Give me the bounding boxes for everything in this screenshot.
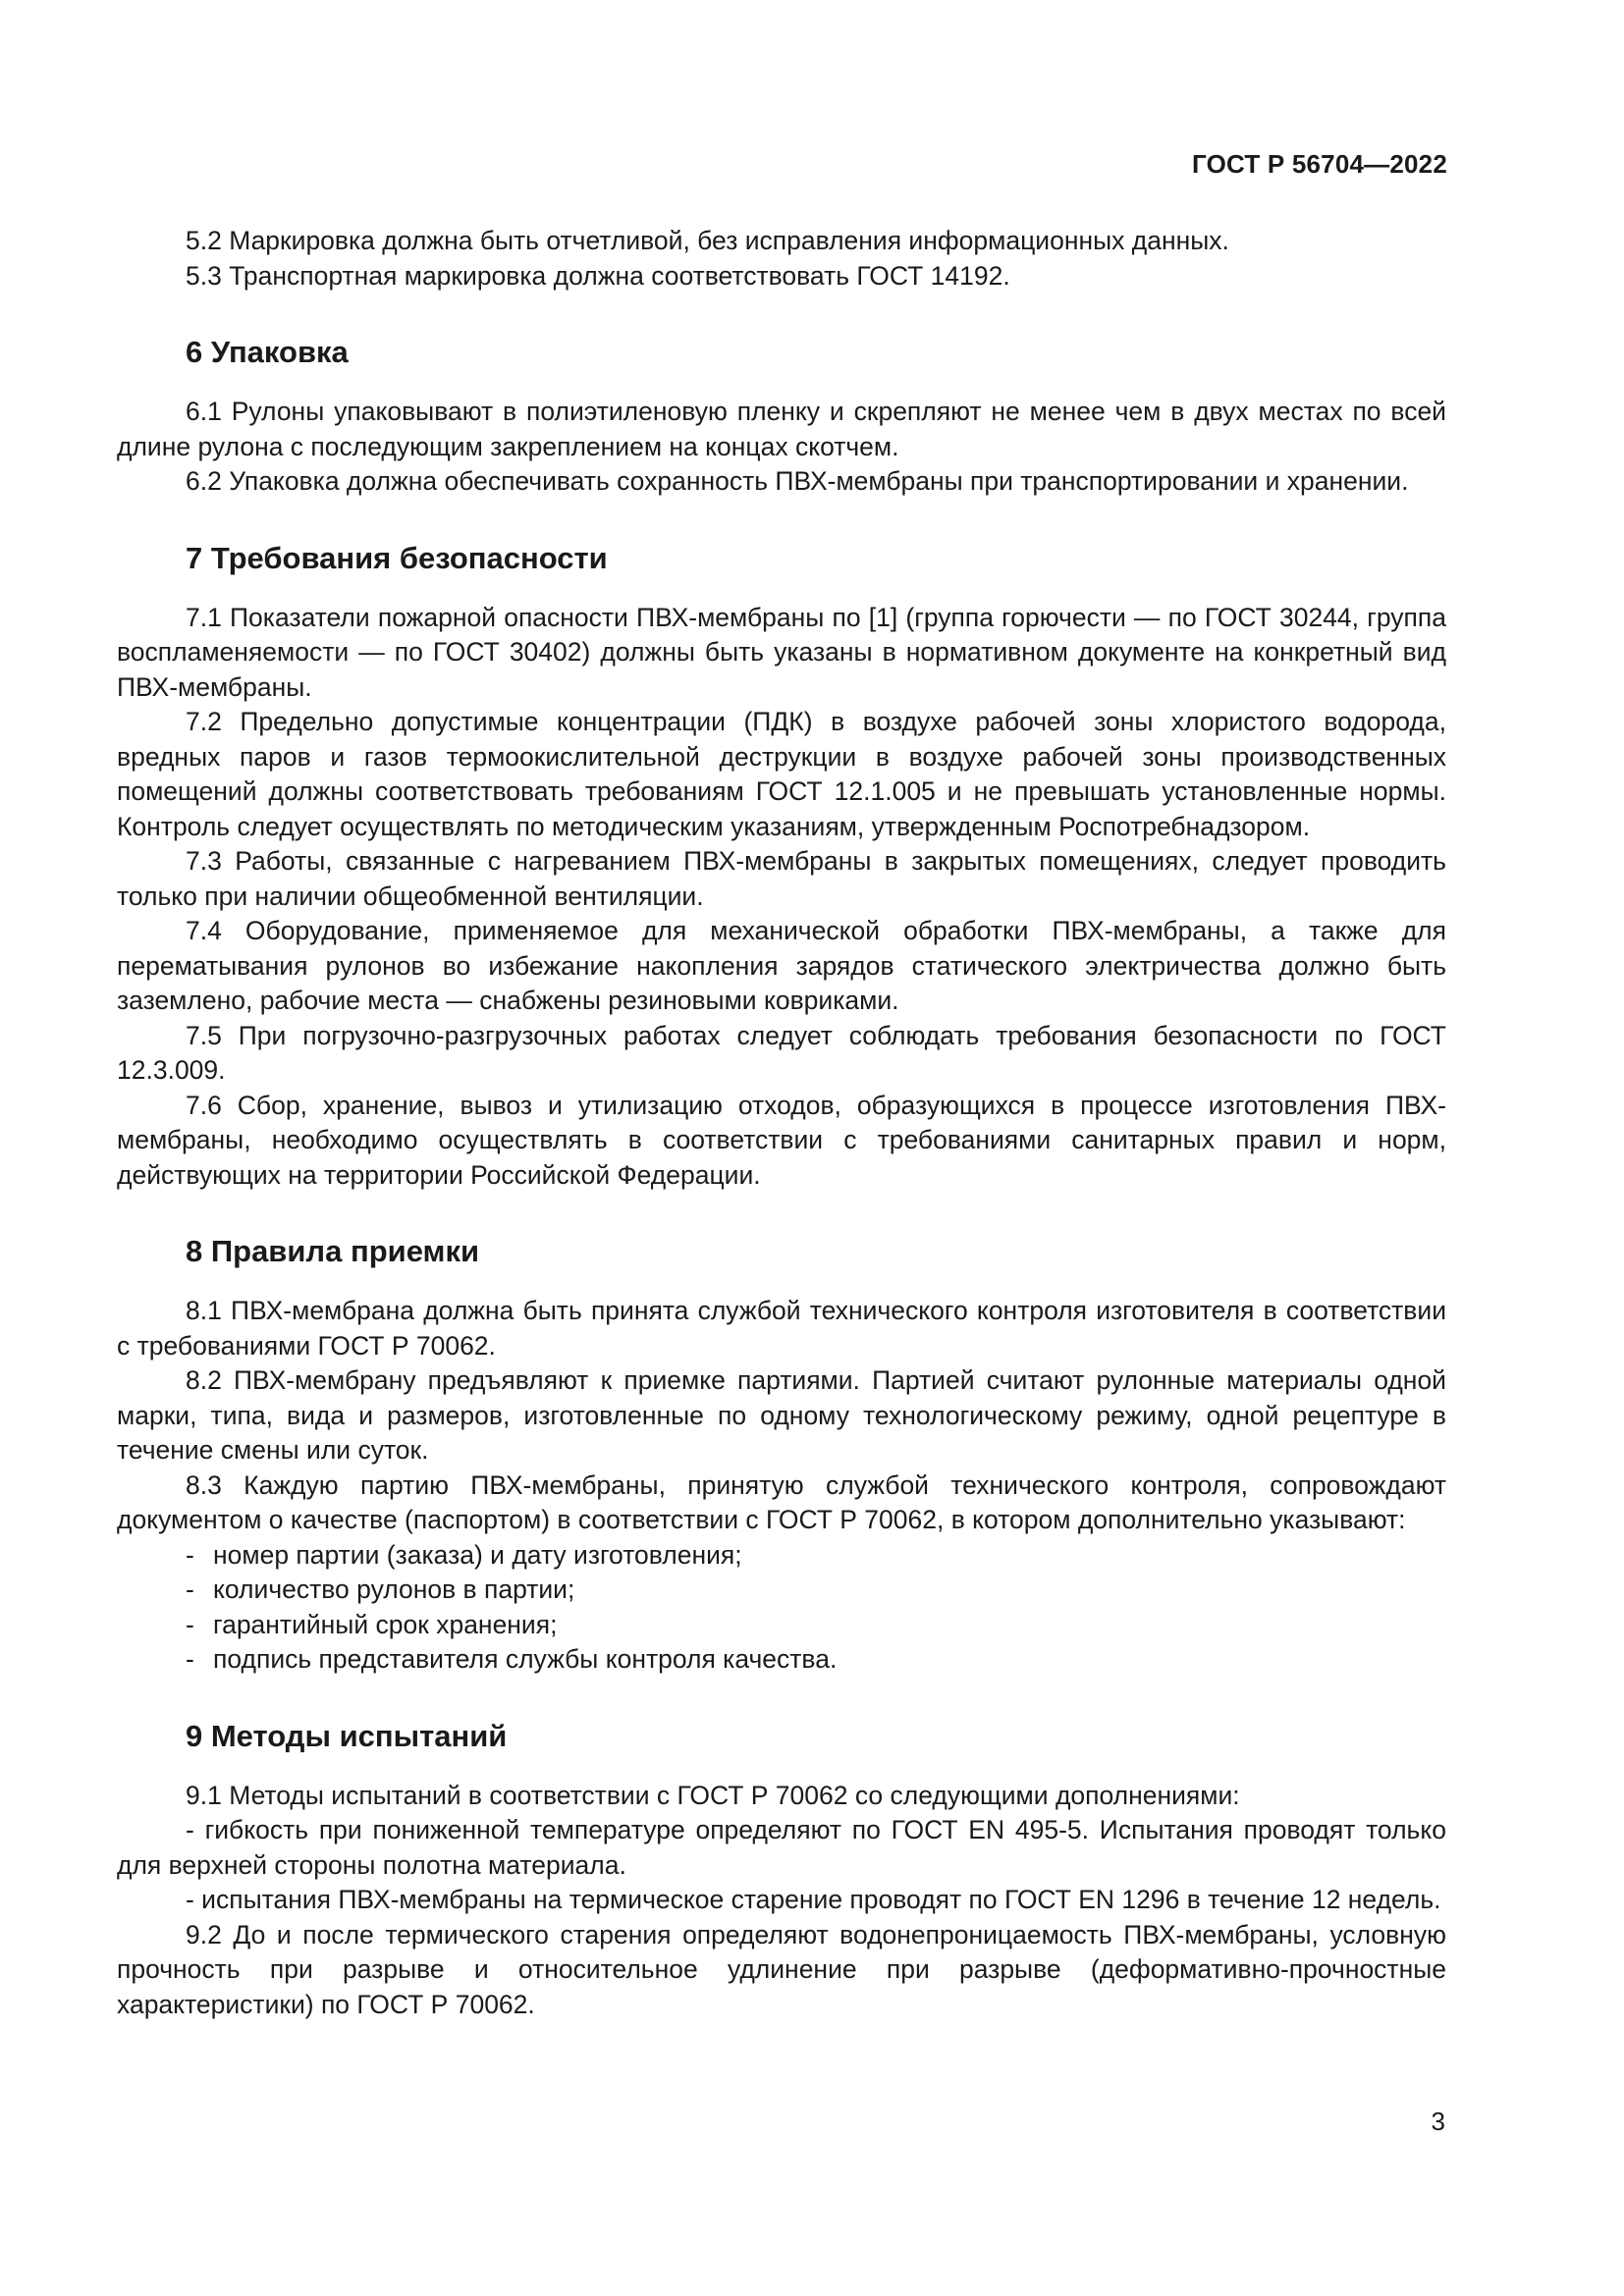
paragraph-7-5: 7.5 При погрузочно-разгрузочных работах следует соблюдать требования безопасности по ГОСТ 12.3.009. bbox=[117, 1020, 1446, 1085]
paragraph-5-2: 5.2 Маркировка должна быть отчетливой, без исправления информационных данных. bbox=[186, 226, 1229, 255]
paragraph-8-1: 8.1 ПВХ-мембрана должна быть принята службой технического контроля изготовителя в соответствии с требованиями ГОСТ Р 70062. bbox=[117, 1296, 1446, 1361]
paragraph-5-3: 5.3 Транспортная маркировка должна соответствовать ГОСТ 14192. bbox=[186, 260, 1010, 291]
list-dash: - bbox=[186, 1575, 194, 1604]
list-dash: - bbox=[186, 1644, 194, 1674]
paragraph-6-2: 6.2 Упаковка должна обеспечивать сохранность ПВХ-мембраны при транспортировании и хранении. bbox=[186, 466, 1409, 496]
page-number: 3 bbox=[1431, 2107, 1445, 2136]
paragraph-8-2: 8.2 ПВХ-мембрану предъявляют к приемке партиями. Партией считают рулонные материалы одной марки, типа, вида и размеров, изготовленные по одному технологическому режиму, одной рецептуре в течение смены или суток. bbox=[117, 1365, 1446, 1465]
heading-section-6: 6 Упаковка bbox=[186, 335, 349, 369]
list-item bbox=[117, 1608, 1446, 1643]
paragraph-7-4: 7.4 Оборудование, применяемое для механической обработки ПВХ-мембраны, а также для перематывания рулонов во избежание накопления зарядов статического электричества должно быть заземлено, рабочие места — снабжены резиновыми ковриками. bbox=[117, 916, 1446, 1015]
document-code: ГОСТ Р 56704—2022 bbox=[1192, 149, 1447, 179]
list-item-text: количество рулонов в партии; bbox=[213, 1575, 575, 1604]
list-dash: - bbox=[186, 1539, 194, 1570]
paragraph-6-1: 6.1 Рулоны упаковывают в полиэтиленовую пленку и скрепляют не менее чем в двух местах по всей длине рулона с последующим закреплением на концах скотчем. bbox=[117, 397, 1446, 461]
heading-section-8: 8 Правила приемки bbox=[186, 1234, 480, 1268]
paragraph-8-3: 8.3 Каждую партию ПВХ-мембраны, принятую службой технического контроля, сопровождают документом о качестве (паспортом) в соответствии с ГОСТ Р 70062, в котором дополнительно указывают: bbox=[117, 1469, 1446, 1534]
paragraph-9-1: 9.1 Методы испытаний в соответствии с ГОСТ Р 70062 со следующими дополнениями: bbox=[186, 1780, 1240, 1810]
paragraph-7-2: 7.2 Предельно допустимые концентрации (ПДК) в воздухе рабочей зоны хлористого водорода, вредных паров и газов термоокислительной деструкции в воздухе рабочей зоны производственных помещений должны соответствовать требованиям ГОСТ 12.1.005 и не превышать установленные нормы. Контроль следует осуществлять по методическим указаниям, утвержденным Роспотребнадзором. bbox=[117, 707, 1446, 841]
list-item-text: номер партии (заказа) и дату изготовления; bbox=[213, 1539, 742, 1570]
paragraph-7-3: 7.3 Работы, связанные с нагреванием ПВХ-мембраны в закрытых помещениях, следует проводить только при наличии общеобменной вентиляции. bbox=[117, 846, 1446, 911]
paragraph-9-1-a: - гибкость при пониженной температуре определяют по ГОСТ EN 495-5. Испытания проводят только для верхней стороны полотна материала. bbox=[117, 1815, 1446, 1880]
heading-section-9: 9 Методы испытаний bbox=[186, 1718, 508, 1753]
heading-section-7: 7 Требования безопасности bbox=[186, 540, 608, 575]
paragraph-9-2: 9.2 До и после термического старения определяют водонепроницаемость ПВХ-мембраны, условную прочность при разрыве и относительное удлинение при разрыве (деформативно-прочностные характеристики) по ГОСТ Р 70062. bbox=[117, 1919, 1446, 2019]
list-dash: - bbox=[186, 1609, 194, 1639]
paragraph-7-6: 7.6 Сбор, хранение, вывоз и утилизацию отходов, образующихся в процессе изготовления ПВХ-мембраны, необходимо осуществлять в соответствии с требованиями санитарных правил и норм, действующих на территории Российской Федерации. bbox=[117, 1090, 1446, 1190]
list-item bbox=[117, 1573, 1446, 1608]
document-body bbox=[117, 224, 1446, 2022]
list-item bbox=[117, 1538, 1446, 1574]
paragraph-9-1-b: - испытания ПВХ-мембраны на термическое старение проводят по ГОСТ EN 1296 в течение 12 недель. bbox=[186, 1885, 1441, 1914]
list-item-text: гарантийный срок хранения; bbox=[213, 1609, 558, 1639]
paragraph-7-1: 7.1 Показатели пожарной опасности ПВХ-мембраны по [1] (группа горючести — по ГОСТ 30244, группа воспламеняемости — по ГОСТ 30402) должны быть указаны в нормативном документе на конкретный вид ПВХ-мембраны. bbox=[117, 602, 1446, 702]
list-item-text: подпись представителя службы контроля качества. bbox=[213, 1644, 838, 1674]
list-item bbox=[117, 1642, 1446, 1678]
